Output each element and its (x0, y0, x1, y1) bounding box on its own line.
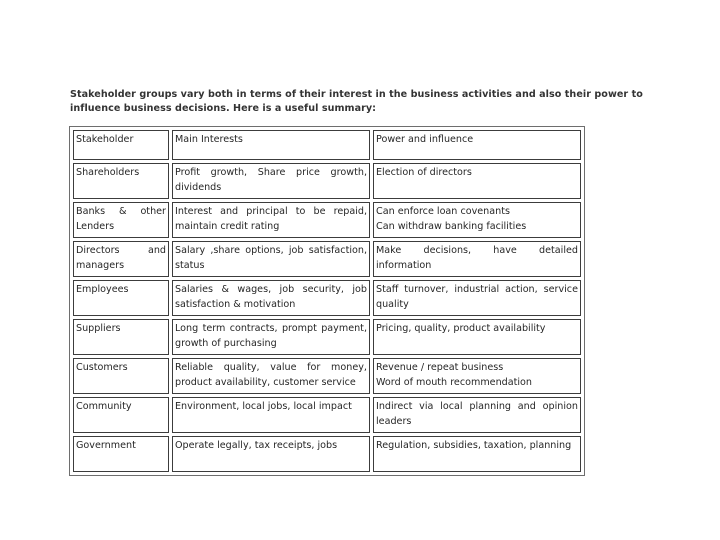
header-main-interests: Main Interests (172, 130, 370, 160)
cell-main-interests: Salaries & wages, job security, job satisfaction & motivation (172, 280, 370, 316)
cell-stakeholder: Suppliers (73, 319, 169, 355)
cell-main-interests: Interest and principal to be repaid, maintain credit rating (172, 202, 370, 238)
stakeholder-table-container (69, 126, 585, 476)
cell-stakeholder: Shareholders (73, 163, 169, 199)
cell-power-influence: Election of directors (373, 163, 581, 199)
table-row (73, 241, 581, 277)
table-row (73, 202, 581, 238)
cell-main-interests: Long term contracts, prompt payment, growth of purchasing (172, 319, 370, 355)
table-row (73, 319, 581, 355)
header-power-influence: Power and influence (373, 130, 581, 160)
cell-stakeholder: Customers (73, 358, 169, 394)
stakeholder-table (70, 127, 584, 475)
cell-stakeholder: Government (73, 436, 169, 472)
cell-power-influence: Pricing, quality, product availability (373, 319, 581, 355)
header-stakeholder: Stakeholder (73, 130, 169, 160)
table-row (73, 280, 581, 316)
table-row (73, 436, 581, 472)
cell-stakeholder: Banks & other Lenders (73, 202, 169, 238)
cell-power-influence: Make decisions, have detailed information (373, 241, 581, 277)
cell-power-influence: Can enforce loan covenants Can withdraw banking facilities (373, 202, 581, 238)
cell-power-influence: Staff turnover, industrial action, service quality (373, 280, 581, 316)
cell-main-interests: Environment, local jobs, local impact (172, 397, 370, 433)
cell-stakeholder: Employees (73, 280, 169, 316)
table-row (73, 397, 581, 433)
cell-power-influence: Indirect via local planning and opinion leaders (373, 397, 581, 433)
table-row (73, 163, 581, 199)
cell-stakeholder: Community (73, 397, 169, 433)
cell-power-influence: Regulation, subsidies, taxation, planning (373, 436, 581, 472)
cell-main-interests: Salary ,share options, job satisfaction, status (172, 241, 370, 277)
cell-power-influence: Revenue / repeat business Word of mouth recommendation (373, 358, 581, 394)
cell-stakeholder: Directors and managers (73, 241, 169, 277)
cell-main-interests: Reliable quality, value for money, product availability, customer service (172, 358, 370, 394)
table-row (73, 358, 581, 394)
cell-main-interests: Operate legally, tax receipts, jobs (172, 436, 370, 472)
cell-main-interests: Profit growth, Share price growth, dividends (172, 163, 370, 199)
table-header-row (73, 130, 581, 160)
intro-paragraph: Stakeholder groups vary both in terms of their interest in the business activities and also their power to influence business decisions. Here is a useful summary: (70, 89, 643, 114)
